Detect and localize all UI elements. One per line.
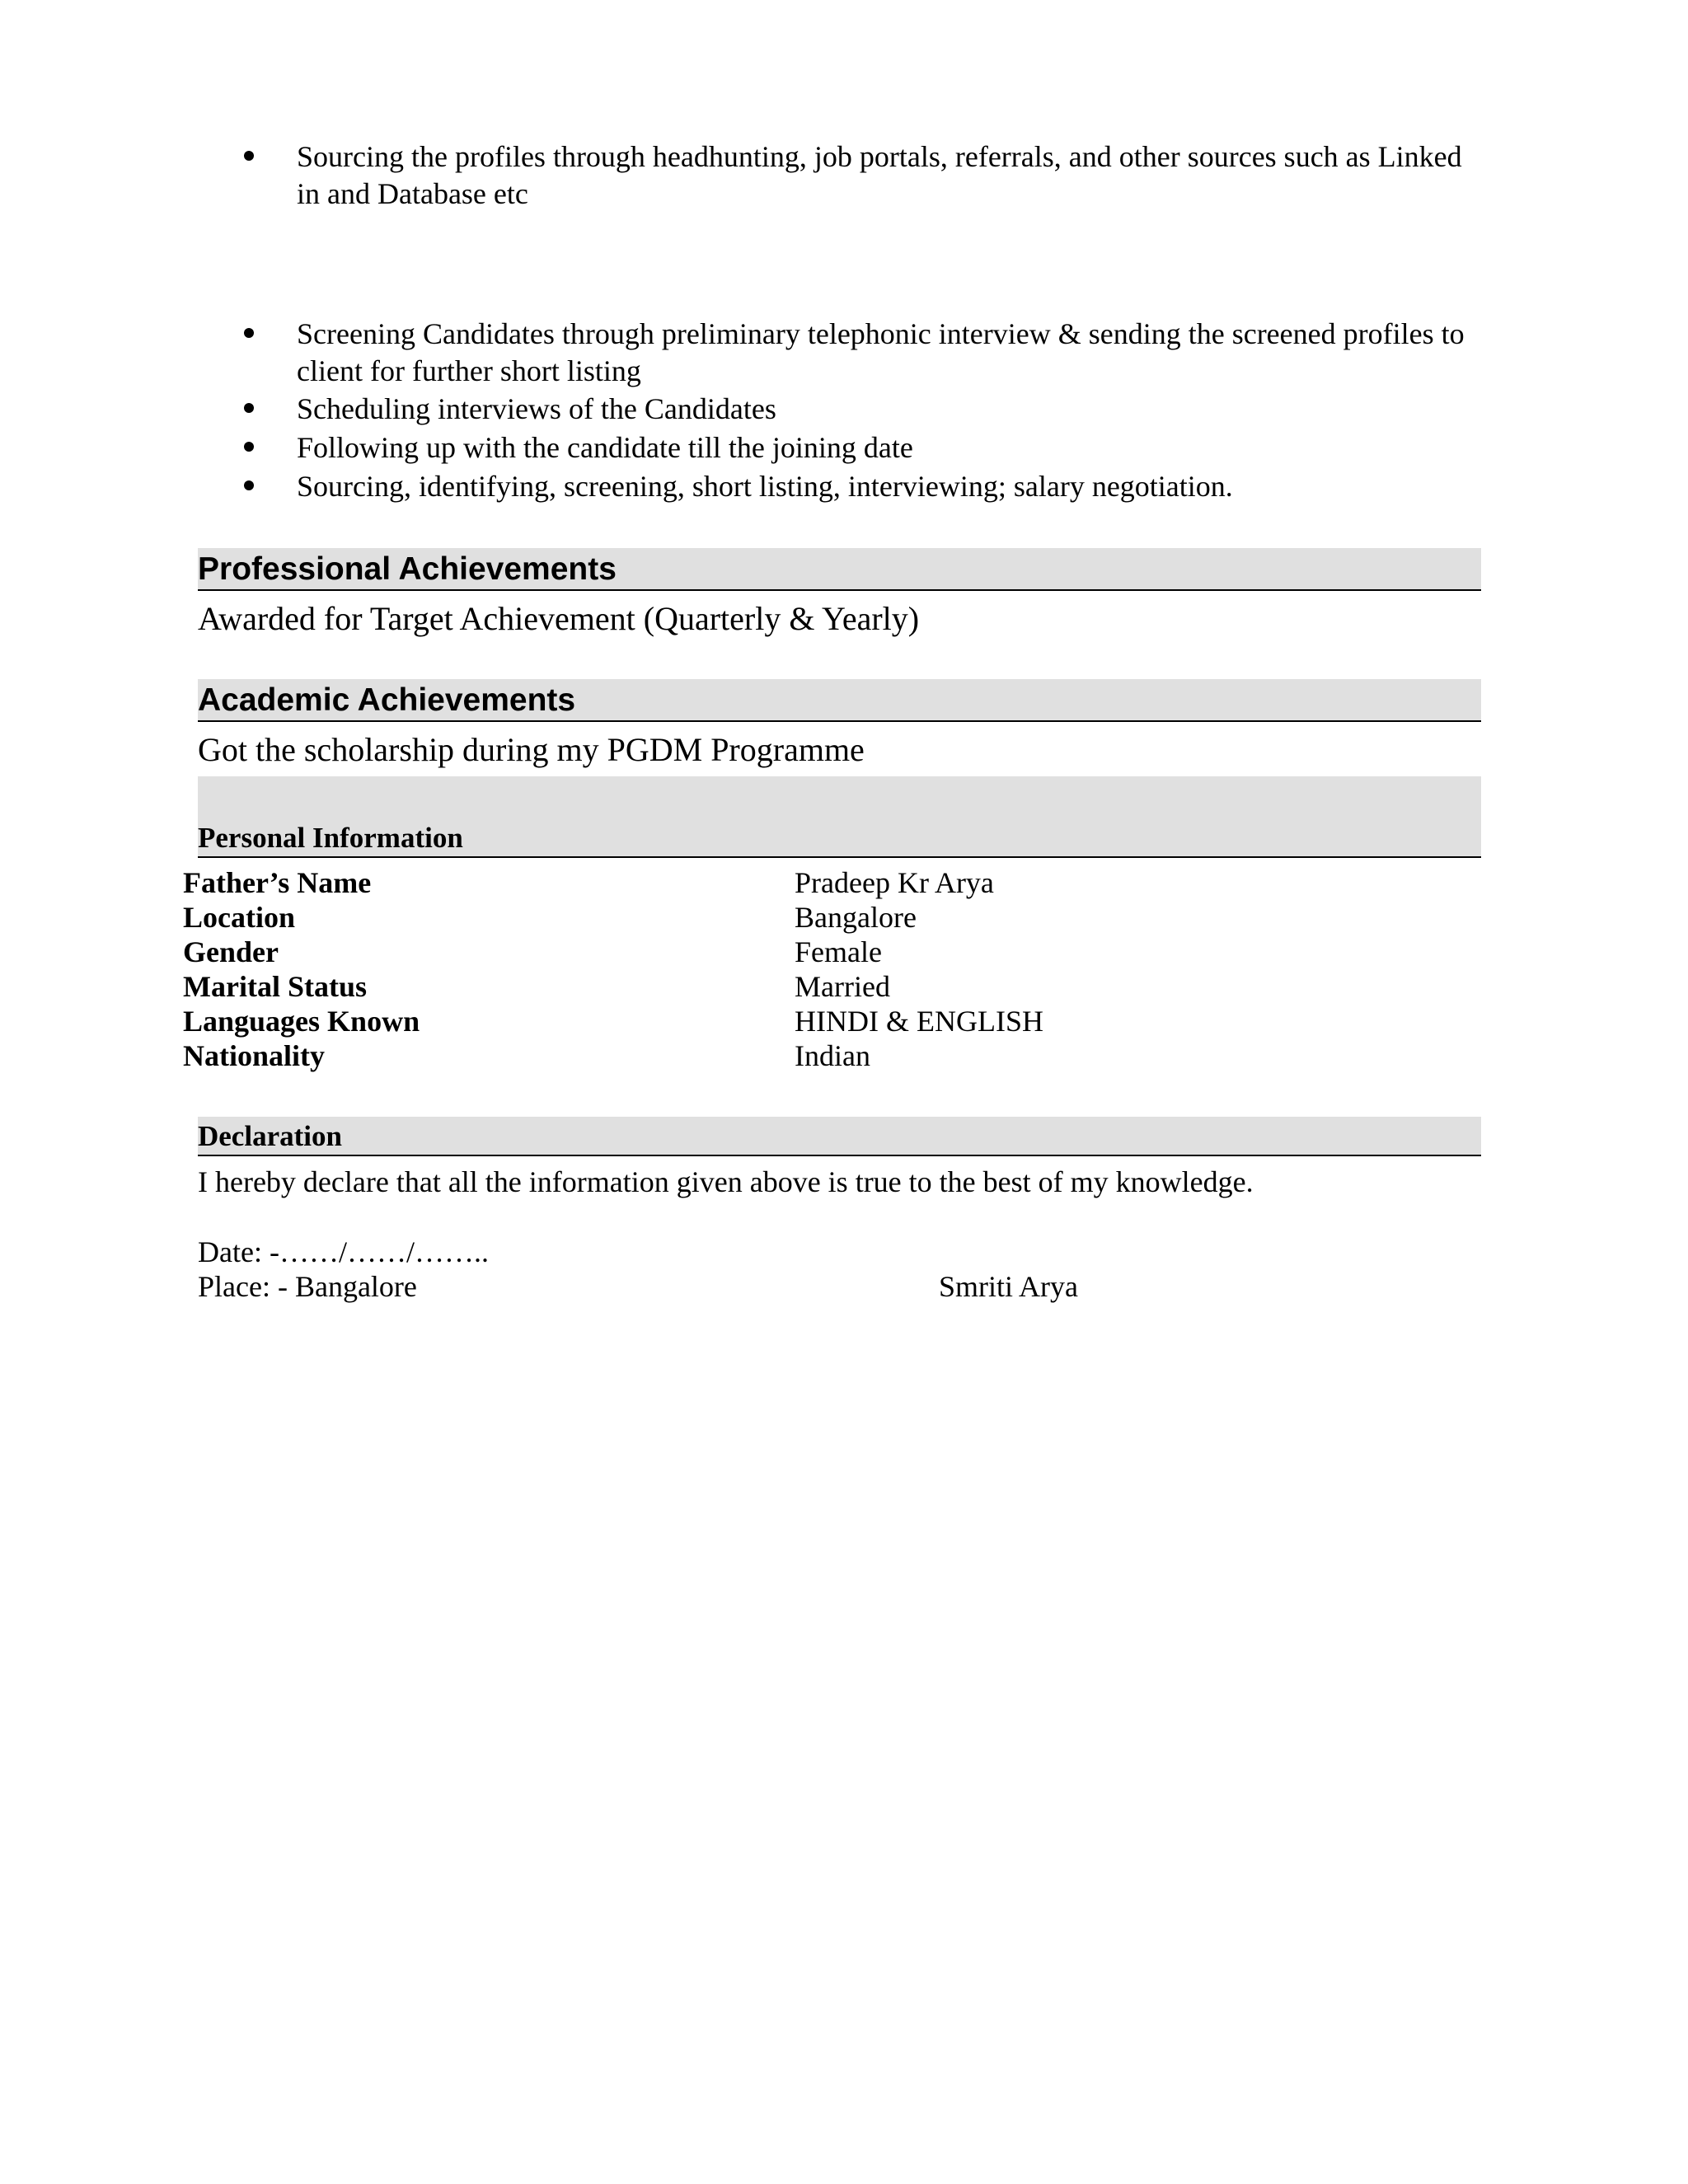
- info-label: Nationality: [183, 1039, 326, 1072]
- table-row: [183, 900, 1469, 935]
- table-row: [183, 935, 1469, 969]
- section-title: Personal Information: [198, 822, 463, 854]
- responsibilities-list-bottom: [198, 316, 1467, 505]
- academic-achievements-text: Got the scholarship during my PGDM Programme: [198, 731, 865, 768]
- academic-achievements-header: [198, 679, 1481, 722]
- info-label: Marital Status: [183, 970, 367, 1003]
- info-value: Indian: [795, 1039, 870, 1072]
- section-title: Professional Achievements: [198, 551, 617, 587]
- list-item: [198, 316, 1467, 390]
- bullet-icon: [244, 442, 254, 452]
- bullet-icon: [244, 480, 254, 490]
- declaration-date: Date: -……/……/……..: [198, 1235, 489, 1268]
- section-title: Declaration: [198, 1120, 342, 1152]
- info-value: Pradeep Kr Arya: [795, 866, 994, 899]
- info-label: Location: [183, 901, 296, 934]
- responsibilities-list-top: [198, 138, 1467, 213]
- declaration-text: I hereby declare that all the information given above is true to the best of my knowledge.: [198, 1165, 1254, 1198]
- info-value: HINDI & ENGLISH: [795, 1005, 1043, 1038]
- section-title: Academic Achievements: [198, 682, 576, 718]
- bullet-icon: [244, 151, 254, 161]
- bullet-icon: [244, 328, 254, 338]
- list-item-text: Scheduling interviews of the Candidates: [297, 392, 776, 425]
- info-value: Bangalore: [795, 901, 917, 934]
- info-value: Female: [795, 935, 882, 968]
- table-row: [183, 969, 1469, 1004]
- list-item-text: Sourcing, identifying, screening, short listing, interviewing; salary negotiation.: [297, 470, 1233, 503]
- list-item-text: Sourcing the profiles through headhunting, job portals, referrals, and other sources such as Linked in and Database etc: [297, 140, 1462, 210]
- list-item: [198, 391, 1467, 428]
- bullet-icon: [244, 403, 254, 413]
- professional-achievements-text: Awarded for Target Achievement (Quarterly & Yearly): [198, 600, 920, 637]
- info-label: Languages Known: [183, 1005, 420, 1038]
- declaration-place: Place: - Bangalore: [198, 1270, 417, 1303]
- info-value: Married: [795, 970, 890, 1003]
- list-item-text: Following up with the candidate till the joining date: [297, 431, 913, 464]
- list-item: [198, 138, 1467, 213]
- table-row: [183, 1038, 1469, 1073]
- declaration-header: [198, 1117, 1481, 1156]
- info-label: Father’s Name: [183, 866, 372, 899]
- list-item: [198, 468, 1467, 505]
- info-label: Gender: [183, 935, 279, 968]
- professional-achievements-header: [198, 548, 1481, 591]
- signature-name: Smriti Arya: [939, 1270, 1078, 1303]
- personal-information-header: [198, 776, 1481, 858]
- list-item-text: Screening Candidates through preliminary telephonic interview & sending the screened profiles to client for further short listing: [297, 317, 1465, 387]
- personal-information-table: [183, 865, 1469, 1073]
- list-item: [198, 429, 1467, 466]
- table-row: [183, 1004, 1469, 1038]
- table-row: [183, 865, 1469, 900]
